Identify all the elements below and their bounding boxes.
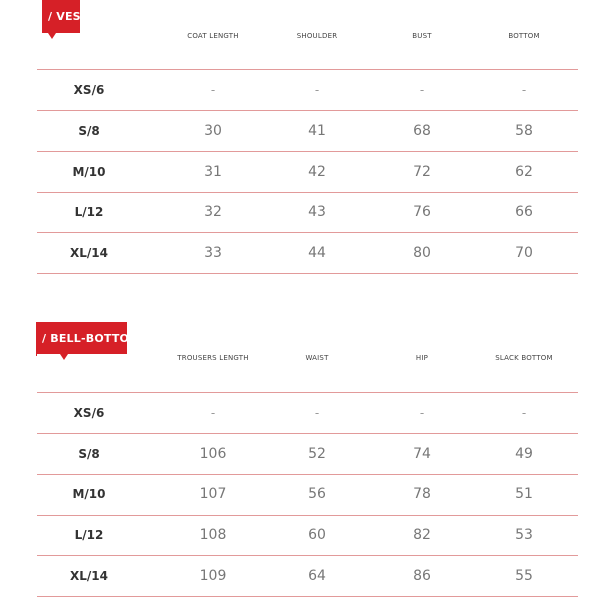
vest-section-tag: / VEST — [42, 0, 80, 33]
bell-cell: - — [314, 406, 320, 420]
vest-rule — [37, 232, 578, 233]
vest-cell: 80 — [413, 245, 431, 261]
vest-size-label: L/12 — [74, 205, 104, 219]
vest-header-shoulder: SHOULDER — [296, 32, 338, 40]
bell-cell: - — [521, 406, 527, 420]
bell-cell: 82 — [413, 527, 431, 543]
bell-cell: 74 — [413, 446, 431, 462]
vest-cell: 66 — [515, 204, 533, 220]
vest-size-label: M/10 — [72, 165, 106, 179]
vest-cell: 33 — [204, 245, 222, 261]
vest-cell: 68 — [413, 123, 431, 139]
bell-cell: 109 — [199, 568, 227, 584]
vest-rule — [37, 192, 578, 193]
vest-rule — [37, 151, 578, 152]
vest-size-label: XS/6 — [73, 83, 105, 97]
bell-cell: 106 — [199, 446, 227, 462]
bell-header-slack-bottom: SLACK BOTTOM — [495, 354, 553, 362]
bell-cell: 108 — [199, 527, 227, 543]
vest-header-coat-length: COAT LENGTH — [187, 32, 239, 40]
bell-cell: 78 — [413, 486, 431, 502]
vest-size-label: XL/14 — [70, 246, 108, 260]
vest-cell: - — [419, 83, 425, 97]
vest-cell: - — [314, 83, 320, 97]
vest-cell: 72 — [413, 164, 431, 180]
bell-bottoms-section-tag: / BELL-BOTTOMS — [36, 322, 127, 354]
bell-size-label: M/10 — [72, 487, 106, 501]
vest-cell: 43 — [308, 204, 326, 220]
vest-rule — [37, 69, 578, 70]
vest-cell: 30 — [204, 123, 222, 139]
bell-cell: 56 — [308, 486, 326, 502]
bell-size-label: S/8 — [78, 447, 100, 461]
bell-cell: 52 — [308, 446, 326, 462]
bell-size-label: XL/14 — [70, 569, 108, 583]
vest-cell: 42 — [308, 164, 326, 180]
vest-header-bust: BUST — [412, 32, 432, 40]
vest-cell: 32 — [204, 204, 222, 220]
vest-cell: 58 — [515, 123, 533, 139]
vest-cell: - — [210, 83, 216, 97]
bell-cell: 53 — [515, 527, 533, 543]
vest-cell: - — [521, 83, 527, 97]
bell-header-trousers-length: TROUSERS LENGTH — [177, 354, 249, 362]
bell-rule — [37, 392, 578, 393]
vest-size-label: S/8 — [78, 124, 100, 138]
bell-rule — [37, 555, 578, 556]
bell-header-hip: HIP — [415, 354, 429, 362]
bell-rule — [37, 474, 578, 475]
bell-cell: 86 — [413, 568, 431, 584]
vest-rule — [37, 273, 578, 274]
vest-cell: 76 — [413, 204, 431, 220]
bell-cell: - — [210, 406, 216, 420]
vest-cell: 44 — [308, 245, 326, 261]
bell-cell: 107 — [199, 486, 227, 502]
bell-size-label: XS/6 — [73, 406, 105, 420]
bell-header-waist: WAIST — [305, 354, 329, 362]
vest-header-bottom: BOTTOM — [508, 32, 540, 40]
vest-cell: 41 — [308, 123, 326, 139]
bell-rule — [37, 596, 578, 597]
bell-cell: - — [419, 406, 425, 420]
bell-cell: 60 — [308, 527, 326, 543]
vest-cell: 31 — [204, 164, 222, 180]
vest-cell: 70 — [515, 245, 533, 261]
bell-rule — [37, 433, 578, 434]
bell-cell: 49 — [515, 446, 533, 462]
bell-rule — [37, 515, 578, 516]
bell-cell: 51 — [515, 486, 533, 502]
bell-cell: 55 — [515, 568, 533, 584]
bell-size-label: L/12 — [74, 528, 104, 542]
vest-cell: 62 — [515, 164, 533, 180]
vest-rule — [37, 110, 578, 111]
bell-cell: 64 — [308, 568, 326, 584]
